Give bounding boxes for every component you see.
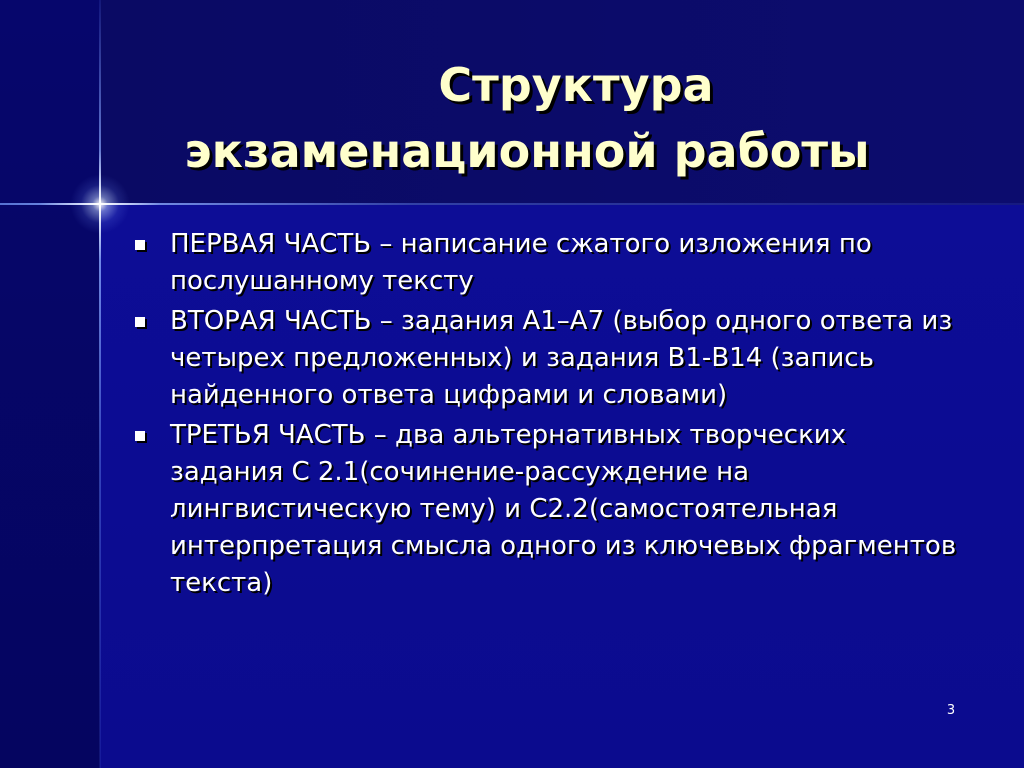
list-item-text: ВТОРАЯ ЧАСТЬ – задания А1–А7 (выбор одного ответа из четырех предложенных) и задания В1-В14 (запись найденного ответа цифрами и словами) — [170, 306, 953, 410]
list-item — [130, 417, 960, 602]
slide-title-line-1: Структура — [438, 58, 714, 112]
list-item-text: ПЕРВАЯ ЧАСТЬ – написание сжатого изложения по послушанному тексту — [170, 229, 872, 296]
list-item-text: ТРЕТЬЯ ЧАСТЬ – два альтернативных творческих задания С 2.1(сочинение-рассуждение на лингвистическую тему) и С2.2(самостоятельная интерпретация смысла одного из ключевых фрагментов текста) — [170, 420, 957, 598]
slide-title-line-2: экзаменационной работы — [184, 124, 870, 178]
list-item — [130, 226, 960, 300]
background-left-band — [0, 0, 100, 768]
bullet-list — [130, 226, 960, 605]
square-bullet-icon — [135, 317, 145, 327]
list-item — [130, 303, 960, 414]
square-bullet-icon — [135, 431, 145, 441]
square-bullet-icon — [135, 240, 145, 250]
slide-number: 3 — [946, 703, 956, 718]
slide-title — [100, 52, 1024, 184]
